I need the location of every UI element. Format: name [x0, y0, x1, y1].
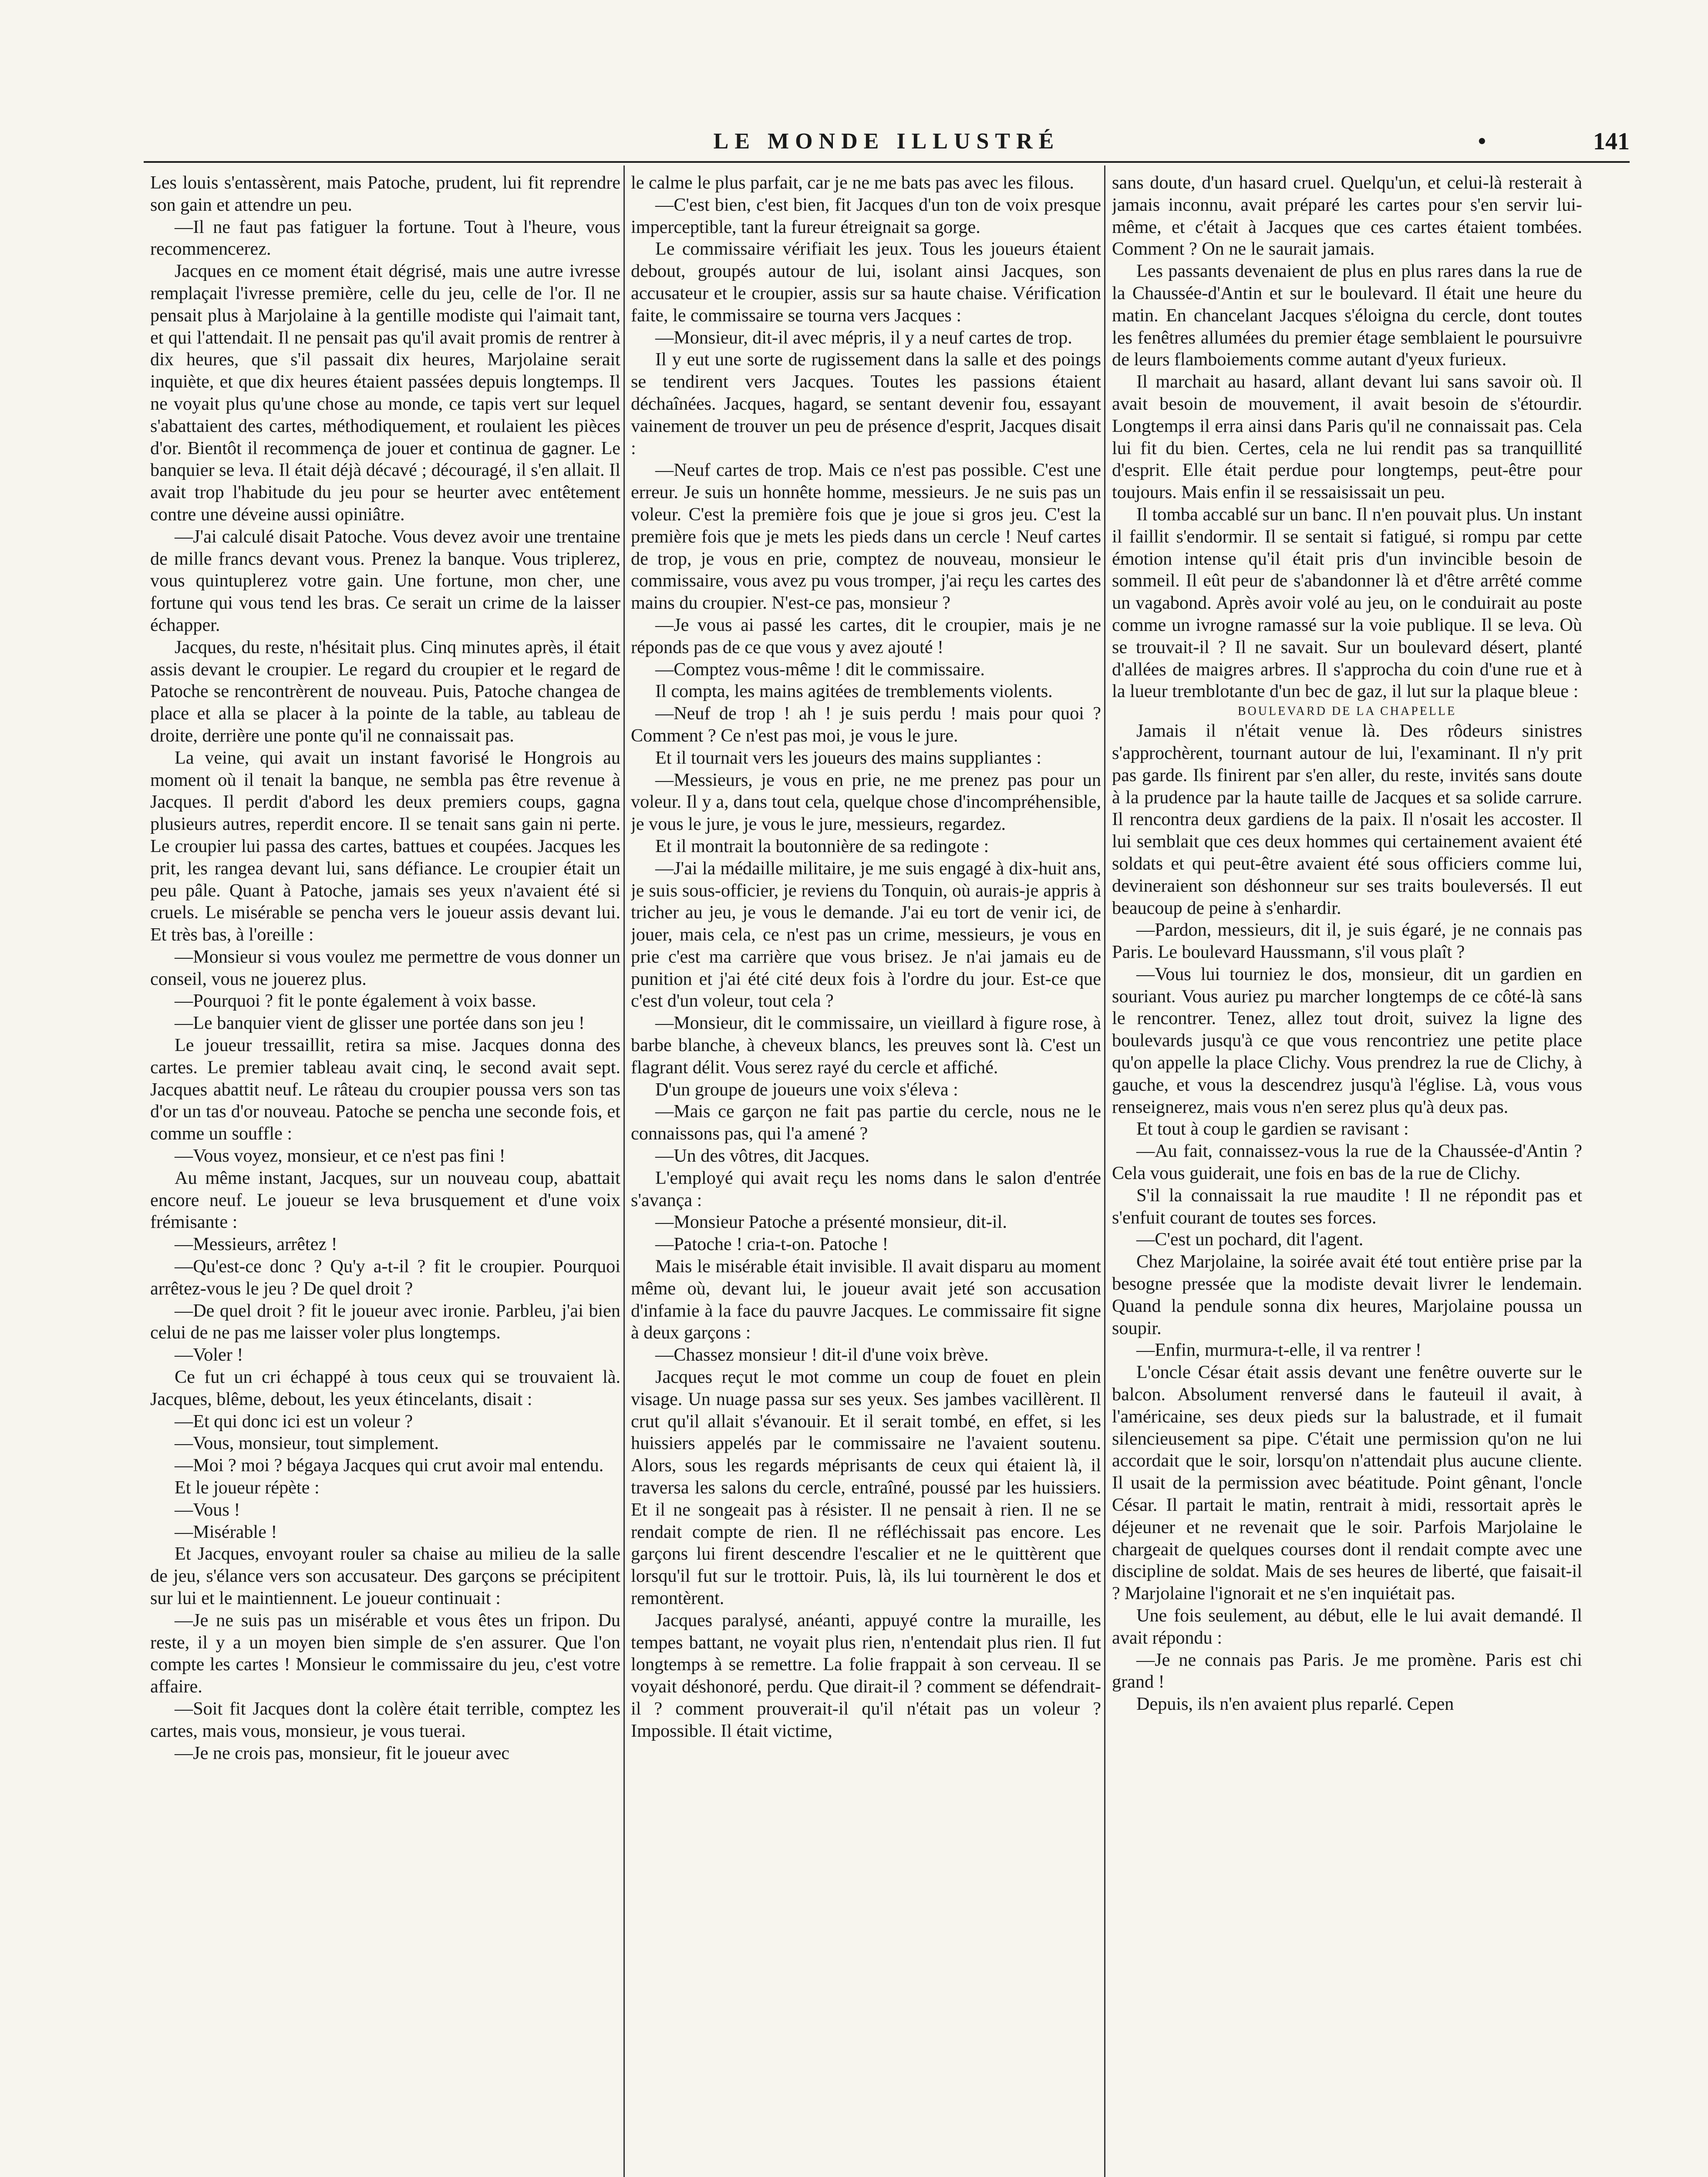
- article-paragraph: Depuis, ils n'en avaient plus reparlé. Cepen: [1136, 1694, 1454, 1715]
- article-paragraph: Et tout à coup le gardien se ravisant :: [1136, 1119, 1409, 1139]
- article-paragraph: —Monsieur Patoche a présenté monsieur, dit-il.: [655, 1212, 1007, 1233]
- article-paragraph: —Vous, monsieur, tout simplement.: [175, 1433, 439, 1454]
- article-paragraph: —J'ai la médaille militaire, je me suis engagé à dix-huit ans, je suis sous-officier, je reviens du Tonquin, où aurais-je appris à tricher au jeu, je vous le demande. J'ai eu tort de venir ici, de jouer, mais cela, ce n'est pas un crime, messieurs, je vous en prie c'est ma carrière que vous brisez. Je n'ai jamais eu de punition et j'ai été cité deux fois à l'ordre du jour. Est-ce que c'est d'un voleur, tout cela ?: [631, 858, 1101, 1011]
- article-paragraph: —Je ne crois pas, monsieur, fit le joueur avec: [175, 1742, 510, 1763]
- article-paragraph: —Soit fit Jacques dont la colère était terrible, comptez les cartes, mais vous, monsieur, je vous tuerai.: [150, 1698, 620, 1741]
- column-divider: [1104, 165, 1105, 2177]
- article-paragraph: —Pourquoi ? fit le ponte également à voix basse.: [175, 991, 536, 1011]
- article-paragraph: —Monsieur si vous voulez me permettre de vous donner un conseil, vous ne jouerez plus.: [150, 946, 620, 989]
- article-paragraph: —Et qui donc ici est un voleur ?: [175, 1411, 413, 1432]
- article-paragraph: Les louis s'entassèrent, mais Patoche, prudent, lui fit reprendre son gain et attendre un peu.: [150, 172, 620, 215]
- article-paragraph: —Neuf cartes de trop. Mais ce n'est pas possible. C'est une erreur. Je suis un honnête homme, messieurs. Je ne suis pas un voleur. C'est la première fois que je joue si gros jeu. C'est la première fois que je mets les pieds dans un cercle ! Neuf cartes de trop, je vous en prie, comptez de nouveau, monsieur le commissaire, vous avez pu vous tromper, j'ai reçu les cartes des mains du croupier. N'est-ce pas, monsieur ?: [631, 460, 1101, 613]
- column-divider: [623, 165, 625, 2177]
- article-paragraph: Il marchait au hasard, allant devant lui sans savoir où. Il avait besoin de mouvement, il avait besoin de s'étourdir. Longtemps il erra ainsi dans Paris qu'il ne connaissait pas. Cela lui fit du bien. Certes, cela ne lui rendit pas sa tranquillité d'esprit. Elle était perdue pour longtemps, peut-être pour toujours. Mais enfin il se ressaisissait un peu.: [1112, 371, 1582, 503]
- article-paragraph: —Neuf de trop ! ah ! je suis perdu ! mais pour quoi ? Comment ? Ce n'est pas moi, je vous le jure.: [631, 703, 1101, 746]
- article-paragraph: S'il la connaissait la rue maudite ! Il ne répondit pas et s'enfuit courant de toutes ses forces.: [1112, 1185, 1582, 1228]
- article-paragraph: —Monsieur, dit-il avec mépris, il y a neuf cartes de trop.: [655, 327, 1072, 348]
- article-paragraph: Jacques, du reste, n'hésitait plus. Cinq minutes après, il était assis devant le croupier. Le regard du croupier et le regard de Patoche se rencontrèrent de nouveau. Puis, Patoche changea de place et alla se placer à la pointe de la table, au tableau de droite, derrière une ponte qu'il ne connaissait pas.: [150, 637, 620, 746]
- article-paragraph: Une fois seulement, au début, elle le lui avait demandé. Il avait répondu :: [1112, 1605, 1582, 1648]
- article-paragraph: —Je vous ai passé les cartes, dit le croupier, mais je ne réponds pas de ce que vous y avez ajouté !: [631, 614, 1101, 657]
- page-header: [144, 124, 1630, 159]
- article-paragraph: Et le joueur répète :: [175, 1477, 320, 1498]
- article-paragraph: Et il tournait vers les joueurs des mains suppliantes :: [655, 747, 1041, 768]
- column-3: [1112, 172, 1582, 2177]
- article-paragraph: —De quel droit ? fit le joueur avec ironie. Parbleu, j'ai bien celui de ne pas me laisser voler plus longtemps.: [150, 1300, 620, 1343]
- column-1: [150, 172, 620, 2177]
- article-paragraph: —C'est bien, c'est bien, fit Jacques d'un ton de voix presque imperceptible, tant la fureur étreignait sa gorge.: [631, 194, 1101, 237]
- article-paragraph: —Monsieur, dit le commissaire, un vieillard à figure rose, à barbe blanche, à cheveux blancs, les preuves sont là. C'est un flagrant délit. Vous serez rayé du cercle et affiché.: [631, 1013, 1101, 1078]
- article-paragraph: Ce fut un cri échappé à tous ceux qui se trouvaient là. Jacques, blême, debout, les yeux étincelants, disait :: [150, 1367, 620, 1409]
- article-paragraph: L'oncle César était assis devant une fenêtre ouverte sur le balcon. Absolument renversé dans le fauteuil il avait, à l'américaine, ses deux pieds sur la balustrade, et il fumait silencieusement sa pipe. C'était une permission qu'on ne lui accordait que le soir, lorsqu'on n'attendait plus aucune cliente. Il usait de la permission avec béatitude. Point gênant, l'oncle César. Il partait le matin, rentrait à midi, ressortait après le déjeuner et ne revenait que le soir. Parfois Marjolaine le chargeait de quelques courses dont il rendait compte avec une discipline de soldat. Mais de ses heures de liberté, que faisait-il ? Marjolaine l'ignorait et ne s'en inquiétait pas.: [1112, 1362, 1582, 1604]
- article-paragraph: Jacques en ce moment était dégrisé, mais une autre ivresse remplaçait l'ivresse première, celle du jeu, celle de l'or. Il ne pensait plus à Marjolaine à la gentille modiste qui l'aimait tant, et qui l'attendait. Il ne pensait pas qu'il avait promis de rentrer à dix heures, que s'il passait dix heures, Marjolaine serait inquiète, et que dix heures étaient passées depuis longtemps. Il ne voyait plus qu'une chose au monde, ce tapis vert sur lequel s'abattaient des cartes, méthodiquement, et roulaient les pièces d'or. Bientôt il recommença de jouer et continua de gagner. Le banquier se leva. Il était déjà décavé ; découragé, il s'en allait. Il avait trop l'habitude du jeu pour se heurter avec entêtement contre une déveine aussi opiniâtre.: [150, 261, 620, 525]
- article-paragraph: Mais le misérable était invisible. Il avait disparu au moment même où, devant lui, le joueur avait jeté son accusation d'infamie à la face du pauvre Jacques. Le commissaire fit signe à deux garçons :: [631, 1256, 1101, 1343]
- article-paragraph: —Comptez vous-même ! dit le commissaire.: [655, 659, 985, 680]
- article-paragraph: Chez Marjolaine, la soirée avait été tout entière prise par la besogne pressée que la modiste devait livrer le lendemain. Quand la pendule sonna dix heures, Marjolaine poussa un soupir.: [1112, 1251, 1582, 1338]
- article-paragraph: Jamais il n'était venue là. Des rôdeurs sinistres s'approchèrent, tournant autour de lui, l'examinant. Il n'y prit pas garde. Ils finirent par s'en aller, du reste, invités sans doute à la prudence par la haute taille de Jacques et sa solide carrure. Il rencontra deux gardiens de la paix. Il n'osait les accoster. Il lui semblait que ces deux hommes qui certainement avaient été soldats et qui peut-être avaient été sous officiers comme lui, devineraient son déshonneur sur ses traits bouleversés. Il eut beaucoup de peine à s'enhardir.: [1112, 721, 1582, 918]
- article-paragraph: L'employé qui avait reçu les noms dans le salon d'entrée s'avança :: [631, 1167, 1101, 1210]
- article-paragraph: —Voler !: [175, 1345, 243, 1365]
- article-paragraph: —Vous lui tourniez le dos, monsieur, dit un gardien en souriant. Vous auriez pu marcher longtemps de ce côté-là sans le rencontrer. Tenez, allez tout droit, suivez la ligne des boulevards jusqu'à ce que vous rencontriez une petite place qu'on appelle la place Clichy. Vous prendrez la rue de Clichy, à gauche, et vous la descendrez jusqu'à l'église. Là, vous vous renseignerez, mais vous n'en serez plus qu'à deux pas.: [1112, 964, 1582, 1117]
- article-paragraph: le calme le plus parfait, car je ne me bats pas avec les filous.: [631, 172, 1074, 193]
- article-paragraph: —J'ai calculé disait Patoche. Vous devez avoir une trentaine de mille francs devant vous. Prenez la banque. Vous triplerez, vous quintuplerez votre gain. Une fortune, mon cher, une fortune qui vous tend les bras. Ce serait un crime de la laisser échapper.: [150, 526, 620, 635]
- header-rule: [144, 161, 1630, 163]
- header-dot: •: [1478, 129, 1486, 154]
- article-paragraph: Il compta, les mains agitées de tremblements violents.: [655, 681, 1053, 702]
- article-paragraph: Et il montrait la boutonnière de sa redingote :: [655, 836, 989, 856]
- article-paragraph: —Misérable !: [175, 1521, 277, 1542]
- article-paragraph: —Mais ce garçon ne fait pas partie du cercle, nous ne le connaissons pas, qui l'a amené ?: [631, 1101, 1101, 1144]
- page-number: 141: [1593, 128, 1630, 155]
- article-paragraph: sans doute, d'un hasard cruel. Quelqu'un, et celui-là resterait à jamais inconnu, avait préparé les cartes pour s'en servir lui-même, et c'était à Jacques que ces cartes étaient tombées. Comment ? On ne le saurait jamais.: [1112, 172, 1582, 259]
- article-paragraph: D'un groupe de joueurs une voix s'éleva :: [655, 1079, 958, 1100]
- article-paragraph: —Enfin, murmura-t-elle, il va rentrer !: [1136, 1340, 1422, 1361]
- article-paragraph: Au même instant, Jacques, sur un nouveau coup, abattait encore neuf. Le joueur se leva brusquement et d'une voix frémisante :: [150, 1167, 620, 1233]
- article-paragraph: Jacques reçut le mot comme un coup de fouet en plein visage. Un nuage passa sur ses yeux. Ses jambes vacillèrent. Il crut qu'il allait s'évanouir. Et il serait tombé, en effet, si les huissiers appelés par le commissaire ne l'avaient soutenu. Alors, sous les regards méprisants de ceux qui étaient là, il traversa les salons du cercle, entraîné, poussé par les huissiers. Et il ne songeait pas à résister. Il ne pensait à rien. Il ne se rendait compte de rien. Il ne réfléchissait pas encore. Les garçons lui firent descendre l'escalier et ne le quittèrent que lorsqu'il fut sur le trottoir. Puis, là, ils lui tournèrent le dos et remontèrent.: [631, 1367, 1101, 1608]
- article-paragraph: —Je ne connais pas Paris. Je me promène. Paris est chi grand !: [1112, 1649, 1582, 1692]
- section-heading: BOULEVARD DE LA CHAPELLE: [1237, 704, 1457, 718]
- article-paragraph: Jacques paralysé, anéanti, appuyé contre la muraille, les tempes battant, ne voyait plus rien, n'entendait plus rien. Il fut longtemps à se remettre. La folie frappait à son cerveau. Il se voyait déshonoré, perdu. Que dirait-il ? comment se défendrait-il ? comment prouverait-il qu'il n'était pas un voleur ? Impossible. Il était victime,: [631, 1610, 1101, 1741]
- article-paragraph: —Pardon, messieurs, dit il, je suis égaré, je ne connais pas Paris. Le boulevard Haussmann, s'il vous plaît ?: [1112, 920, 1582, 963]
- article-paragraph: —Le banquier vient de glisser une portée dans son jeu !: [175, 1013, 585, 1034]
- masthead: LE MONDE ILLUSTRÉ: [713, 129, 1060, 154]
- article-paragraph: —Messieurs, je vous en prie, ne me prenez pas pour un voleur. Il y a, dans tout cela, quelque chose d'incompréhensible, je vous le jure, je vous le jure, messieurs, regardez.: [631, 769, 1101, 835]
- article-paragraph: —Vous voyez, monsieur, et ce n'est pas fini !: [175, 1146, 505, 1166]
- article-paragraph: —C'est un pochard, dit l'agent.: [1136, 1229, 1364, 1250]
- article-paragraph: —Un des vôtres, dit Jacques.: [655, 1146, 870, 1166]
- article-paragraph: Le joueur tressaillit, retira sa mise. Jacques donna des cartes. Le premier tableau avait cinq, le second avait sept. Jacques abattit neuf. Le râteau du croupier poussa vers son tas d'or un tas d'or nouveau. Patoche se pencha une seconde fois, et comme un souffle :: [150, 1035, 620, 1144]
- article-paragraph: —Patoche ! cria-t-on. Patoche !: [655, 1234, 889, 1255]
- article-paragraph: —Qu'est-ce donc ? Qu'y a-t-il ? fit le croupier. Pourquoi arrêtez-vous le jeu ? De quel droit ?: [150, 1256, 620, 1299]
- article-paragraph: —Moi ? moi ? bégaya Jacques qui crut avoir mal entendu.: [175, 1455, 604, 1476]
- article-paragraph: —Il ne faut pas fatiguer la fortune. Tout à l'heure, vous recommencerez.: [150, 216, 620, 259]
- column-2: [631, 172, 1101, 2177]
- article-paragraph: —Messieurs, arrêtez !: [175, 1234, 337, 1255]
- article-paragraph: Les passants devenaient de plus en plus rares dans la rue de la Chaussée-d'Antin et sur le boulevard. Il était une heure du matin. En chancelant Jacques s'éloigna du cercle, dont toutes les fenêtres allumées du premier étage semblaient le poursuivre de leurs flamboiements comme autant d'yeux furieux.: [1112, 261, 1582, 370]
- article-paragraph: —Chassez monsieur ! dit-il d'une voix brève.: [655, 1345, 989, 1365]
- article-paragraph: Le commissaire vérifiait les jeux. Tous les joueurs étaient debout, groupés autour de lui, isolant ainsi Jacques, son accusateur et le croupier, assis sur sa haute chaise. Vérification faite, le commissaire se tourna vers Jacques :: [631, 239, 1101, 326]
- article-paragraph: —Vous !: [175, 1499, 240, 1520]
- article-paragraph: Il tomba accablé sur un banc. Il n'en pouvait plus. Un instant il faillit s'endormir. Il se sentait si fatigué, si rompu par cette émotion intense qu'il était pris d'un invincible besoin de sommeil. Il eût peur de s'abandonner là et d'être arrêté comme un vagabond. Après avoir volé au jeu, on le conduirait au poste comme un ivrogne ramassé sur la voie publique. Il se leva. Où se trouvait-il ? Il ne savait. Sur un boulevard désert, planté d'allées de maigres arbres. Il s'approcha du coin d'une rue et à la lueur tremblotante d'un bec de gaz, il lut sur la plaque bleue :: [1112, 504, 1582, 702]
- article-paragraph: Et Jacques, envoyant rouler sa chaise au milieu de la salle de jeu, s'élance vers son accusateur. Des garçons se précipitent sur lui et le maintiennent. Le joueur continuait :: [150, 1543, 620, 1608]
- article-paragraph: —Au fait, connaissez-vous la rue de la Chaussée-d'Antin ? Cela vous guiderait, une fois en bas de la rue de Clichy.: [1112, 1141, 1582, 1184]
- article-paragraph: —Je ne suis pas un misérable et vous êtes un fripon. Du reste, il y a un moyen bien simple de s'en assurer. Que l'on compte les cartes ! Monsieur le commissaire du jeu, c'est votre affaire.: [150, 1610, 620, 1697]
- article-paragraph: Il y eut une sorte de rugissement dans la salle et des poings se tendirent vers Jacques. Toutes les passions étaient déchaînées. Jacques, hagard, se sentant devenir fou, essayant vainement de trouver un peu de présence d'esprit, Jacques disait :: [631, 349, 1101, 458]
- article-paragraph: La veine, qui avait un instant favorisé le Hongrois au moment où il tenait la banque, ne sembla pas être revenue à Jacques. Il perdit d'abord les deux premiers coups, gagna plusieurs autres, reperdit encore. Il se tenait sans gain ni perte. Le croupier lui passa des cartes, battues et coupées. Jacques les prit, les rangea devant lui, sans défiance. Le croupier était un peu pâle. Quant à Patoche, jamais ses yeux n'avaient été si cruels. Le misérable se pencha vers le joueur assis devant lui. Et très bas, à l'oreille :: [150, 747, 620, 945]
